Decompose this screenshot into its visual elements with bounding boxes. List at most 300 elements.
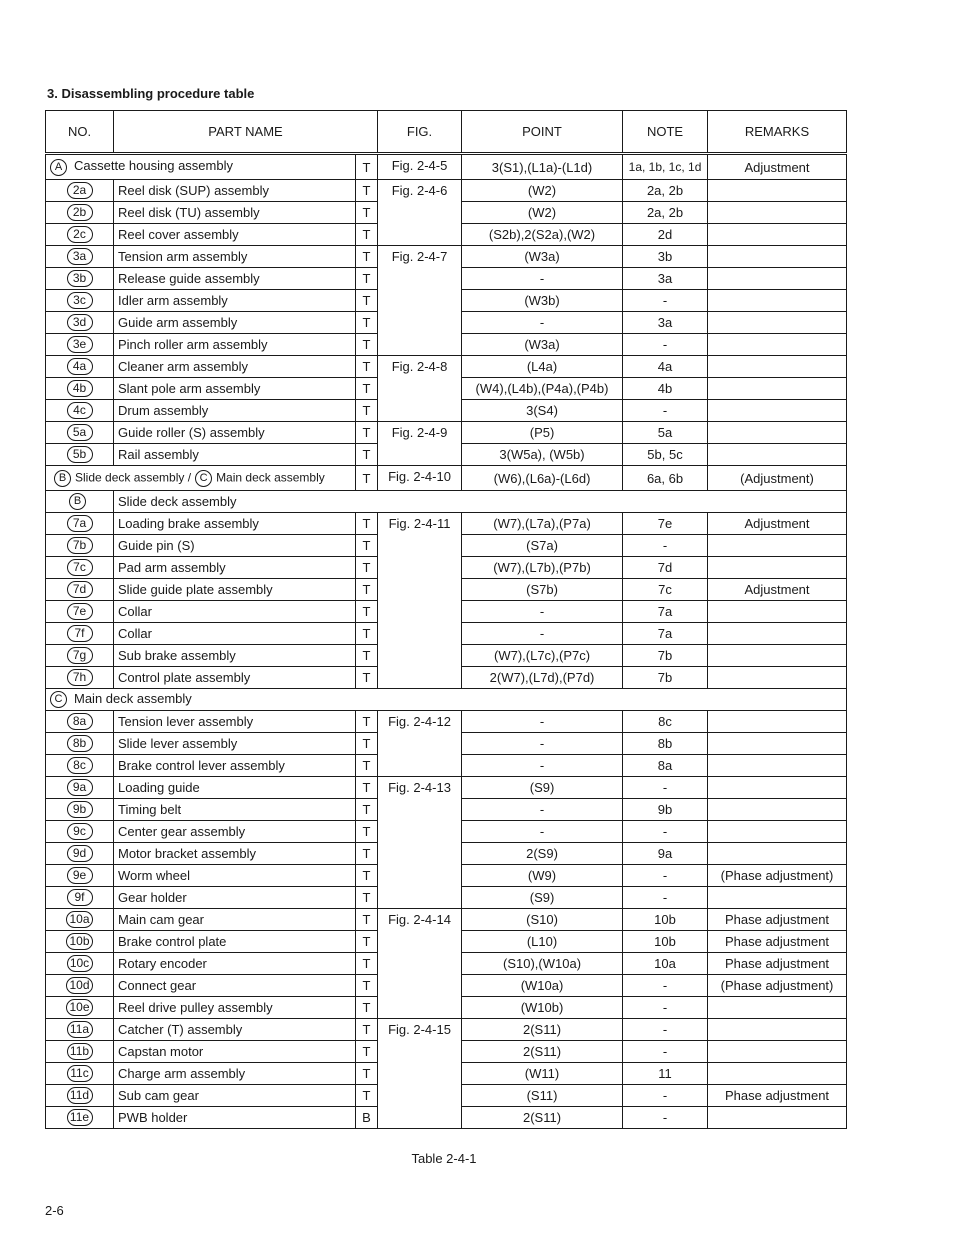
section-title (46, 689, 847, 711)
fastener-type: T (356, 645, 378, 667)
remarks (708, 843, 847, 865)
point: 3(S1),(L1a)-(L1d) (462, 154, 623, 180)
part-number-badge: 3a (67, 248, 93, 265)
fastener-type: T (356, 821, 378, 843)
figure-ref: Fig. 2-4-8 (378, 356, 462, 422)
part-name: Cleaner arm assembly (114, 356, 356, 378)
part-number-badge: 11e (67, 1109, 93, 1126)
part-number-badge: 7e (67, 603, 93, 620)
point: (W7),(L7a),(P7a) (462, 513, 623, 535)
fastener-type: T (356, 400, 378, 422)
section-letter-badge: C (195, 470, 212, 487)
point: - (462, 799, 623, 821)
point: (L4a) (462, 356, 623, 378)
part-number-badge: 7d (67, 581, 93, 598)
part-name: Rail assembly (114, 444, 356, 466)
row-number (46, 400, 114, 422)
remarks: Phase adjustment (708, 953, 847, 975)
point: (W2) (462, 180, 623, 202)
table-row (46, 1019, 847, 1041)
remarks (708, 645, 847, 667)
fastener-type: T (356, 180, 378, 202)
part-number-badge: 3d (67, 314, 93, 331)
remarks (708, 1107, 847, 1129)
part-number-badge: 4a (67, 358, 93, 375)
part-number-badge: 2b (67, 204, 93, 221)
remarks (708, 224, 847, 246)
remarks (708, 246, 847, 268)
row-number (46, 422, 114, 444)
part-name: Main cam gear (114, 909, 356, 931)
col-header-note: NOTE (623, 111, 708, 154)
section-letter-badge: B (54, 470, 71, 487)
point: - (462, 312, 623, 334)
point: 3(W5a), (W5b) (462, 444, 623, 466)
part-number-badge: 9a (67, 779, 93, 796)
row-number (46, 1019, 114, 1041)
part-name: Capstan motor (114, 1041, 356, 1063)
row-number (46, 535, 114, 557)
note: - (623, 777, 708, 799)
row-number (46, 909, 114, 931)
fastener-type: T (356, 843, 378, 865)
section-letter-badge: A (50, 159, 67, 176)
remarks (708, 755, 847, 777)
remarks (708, 821, 847, 843)
fastener-type: T (356, 865, 378, 887)
part-number-badge: 9e (67, 867, 93, 884)
table-row (46, 154, 847, 180)
section-name: Cassette housing assembly (74, 158, 233, 174)
fastener-type: T (356, 1063, 378, 1085)
part-name: Slide guide plate assembly (114, 579, 356, 601)
table-row (46, 777, 847, 799)
note: 1a, 1b, 1c, 1d (623, 154, 708, 180)
col-header-no: NO. (46, 111, 114, 154)
part-name: Guide arm assembly (114, 312, 356, 334)
remarks (708, 535, 847, 557)
note: 3a (623, 312, 708, 334)
table-row (46, 711, 847, 733)
part-name: Timing belt (114, 799, 356, 821)
section-title (46, 154, 356, 180)
point: - (462, 711, 623, 733)
part-name: Tension lever assembly (114, 711, 356, 733)
table-caption: Table 2-4-1 (411, 1151, 477, 1166)
table-header-row (46, 111, 847, 154)
table-row (46, 513, 847, 535)
row-number (46, 579, 114, 601)
part-name: Collar (114, 601, 356, 623)
note: - (623, 975, 708, 997)
row-number (46, 601, 114, 623)
fastener-type: T (356, 1085, 378, 1107)
point: (S11) (462, 1085, 623, 1107)
part-name: Motor bracket assembly (114, 843, 356, 865)
disassembly-table (45, 110, 847, 1129)
part-number-badge: 5a (67, 424, 93, 441)
part-number-badge: 8b (67, 735, 93, 752)
fastener-type: T (356, 755, 378, 777)
fastener-type: T (356, 1019, 378, 1041)
col-header-part-name: PART NAME (114, 111, 378, 154)
part-name: Pad arm assembly (114, 557, 356, 579)
note: 4a (623, 356, 708, 378)
figure-ref: Fig. 2-4-15 (378, 1019, 462, 1129)
row-number (46, 755, 114, 777)
part-name: Loading guide (114, 777, 356, 799)
part-name: Slide lever assembly (114, 733, 356, 755)
part-number-badge: 9f (67, 889, 93, 906)
row-number (46, 224, 114, 246)
part-name: Guide roller (S) assembly (114, 422, 356, 444)
note: 3a (623, 268, 708, 290)
point: (L10) (462, 931, 623, 953)
remarks (708, 378, 847, 400)
figure-ref: Fig. 2-4-12 (378, 711, 462, 777)
remarks: (Phase adjustment) (708, 975, 847, 997)
row-number (46, 887, 114, 909)
point: (W4),(L4b),(P4a),(P4b) (462, 378, 623, 400)
part-name: Drum assembly (114, 400, 356, 422)
note: - (623, 290, 708, 312)
note: 10b (623, 931, 708, 953)
note: - (623, 1019, 708, 1041)
figure-ref: Fig. 2-4-9 (378, 422, 462, 466)
fastener-type: T (356, 290, 378, 312)
remarks (708, 444, 847, 466)
point: 2(S11) (462, 1019, 623, 1041)
part-name: Worm wheel (114, 865, 356, 887)
point: (S7a) (462, 535, 623, 557)
part-name: Reel disk (TU) assembly (114, 202, 356, 224)
remarks (708, 711, 847, 733)
table-row (46, 422, 847, 444)
point: (W6),(L6a)-(L6d) (462, 466, 623, 491)
fastener-type: T (356, 444, 378, 466)
row-number (46, 777, 114, 799)
row-number (46, 557, 114, 579)
fastener-type: T (356, 334, 378, 356)
note: 6a, 6b (623, 466, 708, 491)
row-number (46, 931, 114, 953)
part-name: Control plate assembly (114, 667, 356, 689)
remarks (708, 356, 847, 378)
remarks (708, 799, 847, 821)
point: (W11) (462, 1063, 623, 1085)
remarks (708, 887, 847, 909)
remarks (708, 557, 847, 579)
fastener-type: T (356, 535, 378, 557)
figure-ref: Fig. 2-4-10 (378, 466, 462, 491)
part-number-badge: 7f (67, 625, 93, 642)
note: - (623, 997, 708, 1019)
row-number (46, 975, 114, 997)
point: (W3a) (462, 334, 623, 356)
figure-ref: Fig. 2-4-6 (378, 180, 462, 246)
note: - (623, 887, 708, 909)
part-name: PWB holder (114, 1107, 356, 1129)
remarks (708, 180, 847, 202)
part-number-badge: 9d (67, 845, 93, 862)
remarks: Phase adjustment (708, 1085, 847, 1107)
note: 7d (623, 557, 708, 579)
remarks (708, 422, 847, 444)
row-number (46, 513, 114, 535)
part-name: Center gear assembly (114, 821, 356, 843)
remarks (708, 623, 847, 645)
point: 2(S11) (462, 1107, 623, 1129)
part-name: Catcher (T) assembly (114, 1019, 356, 1041)
part-name: Collar (114, 623, 356, 645)
row-number (46, 843, 114, 865)
row-number (46, 202, 114, 224)
point: (S7b) (462, 579, 623, 601)
remarks (708, 997, 847, 1019)
note: 2d (623, 224, 708, 246)
part-number-badge: 10b (66, 933, 92, 950)
part-number-badge: 3e (67, 336, 93, 353)
row-number (46, 356, 114, 378)
remarks (708, 312, 847, 334)
note: 8a (623, 755, 708, 777)
remarks (708, 1041, 847, 1063)
point: - (462, 755, 623, 777)
part-name: Guide pin (S) (114, 535, 356, 557)
row-number (46, 268, 114, 290)
note: 7a (623, 601, 708, 623)
part-number-badge: 11a (67, 1021, 93, 1038)
row-number (46, 334, 114, 356)
note: 8c (623, 711, 708, 733)
fastener-type: T (356, 601, 378, 623)
note: - (623, 535, 708, 557)
fastener-type: T (356, 356, 378, 378)
row-number (46, 1107, 114, 1129)
point: - (462, 821, 623, 843)
row-number (46, 290, 114, 312)
part-number-badge: 7b (67, 537, 93, 554)
note: - (623, 865, 708, 887)
note: 7b (623, 667, 708, 689)
fastener-type: T (356, 931, 378, 953)
point: (S10),(W10a) (462, 953, 623, 975)
point: (W10b) (462, 997, 623, 1019)
part-name: Gear holder (114, 887, 356, 909)
section-heading: 3. Disassembling procedure table (47, 86, 255, 101)
remarks: Phase adjustment (708, 931, 847, 953)
remarks (708, 290, 847, 312)
section-name: Main deck assembly (216, 470, 325, 485)
part-number-badge: 11b (67, 1043, 93, 1060)
note: 2a, 2b (623, 202, 708, 224)
part-number-badge: 7c (67, 559, 93, 576)
part-number-badge: 8a (67, 713, 93, 730)
table-row (46, 356, 847, 378)
section-title (46, 466, 356, 491)
part-name: Reel drive pulley assembly (114, 997, 356, 1019)
table-body (46, 154, 847, 1129)
remarks (708, 1019, 847, 1041)
fastener-type: T (356, 466, 378, 491)
remarks (708, 777, 847, 799)
fastener-type: T (356, 422, 378, 444)
fastener-type: B (356, 1107, 378, 1129)
note: 9b (623, 799, 708, 821)
note: 11 (623, 1063, 708, 1085)
point: 3(S4) (462, 400, 623, 422)
part-number-badge: 3c (67, 292, 93, 309)
fastener-type: T (356, 887, 378, 909)
note: 10a (623, 953, 708, 975)
row-number (46, 491, 114, 513)
part-number-badge: 9b (67, 801, 93, 818)
page-number: 2-6 (45, 1203, 64, 1218)
point: 2(W7),(L7d),(P7d) (462, 667, 623, 689)
figure-ref: Fig. 2-4-7 (378, 246, 462, 356)
fastener-type: T (356, 224, 378, 246)
part-number-badge: 9c (67, 823, 93, 840)
note: 7e (623, 513, 708, 535)
point: - (462, 623, 623, 645)
table-row (46, 909, 847, 931)
col-header-remarks: REMARKS (708, 111, 847, 154)
remarks (708, 733, 847, 755)
remarks (708, 1063, 847, 1085)
part-number-badge: 10d (66, 977, 92, 994)
part-number-badge: 4b (67, 380, 93, 397)
point: (S9) (462, 887, 623, 909)
table-row (46, 246, 847, 268)
part-name: Reel cover assembly (114, 224, 356, 246)
part-name: Connect gear (114, 975, 356, 997)
remarks (708, 334, 847, 356)
fastener-type: T (356, 1041, 378, 1063)
point: 2(S11) (462, 1041, 623, 1063)
point: (P5) (462, 422, 623, 444)
table-row (46, 180, 847, 202)
part-name: Sub brake assembly (114, 645, 356, 667)
point: (W3a) (462, 246, 623, 268)
note: 7c (623, 579, 708, 601)
part-number-badge: 2a (67, 182, 93, 199)
col-header-point: POINT (462, 111, 623, 154)
point: (W9) (462, 865, 623, 887)
part-name: Brake control lever assembly (114, 755, 356, 777)
note: - (623, 334, 708, 356)
fastener-type: T (356, 997, 378, 1019)
remarks: (Phase adjustment) (708, 865, 847, 887)
row-number (46, 246, 114, 268)
note: 2a, 2b (623, 180, 708, 202)
part-number-badge: 7h (67, 669, 93, 686)
remarks: Adjustment (708, 513, 847, 535)
point: (S2b),2(S2a),(W2) (462, 224, 623, 246)
part-name: Brake control plate (114, 931, 356, 953)
fastener-type: T (356, 909, 378, 931)
point: - (462, 601, 623, 623)
section-name: Slide deck assembly / (75, 470, 192, 485)
note: 5b, 5c (623, 444, 708, 466)
table-row (46, 689, 847, 711)
table-row (46, 466, 847, 491)
col-header-fig: FIG. (378, 111, 462, 154)
fastener-type: T (356, 268, 378, 290)
fastener-type: T (356, 667, 378, 689)
point: (W7),(L7b),(P7b) (462, 557, 623, 579)
row-number (46, 711, 114, 733)
fastener-type: T (356, 799, 378, 821)
part-name: Sub cam gear (114, 1085, 356, 1107)
part-number-badge: 7a (67, 515, 93, 532)
remarks (708, 667, 847, 689)
row-number (46, 645, 114, 667)
part-name: Rotary encoder (114, 953, 356, 975)
part-name: Slide deck assembly (114, 491, 847, 513)
part-number-badge: 10c (67, 955, 93, 972)
remarks: Phase adjustment (708, 909, 847, 931)
point: (W10a) (462, 975, 623, 997)
point: - (462, 733, 623, 755)
note: - (623, 1107, 708, 1129)
section-letter-badge: C (50, 691, 67, 708)
part-name: Idler arm assembly (114, 290, 356, 312)
part-number-badge: 2c (67, 226, 93, 243)
remarks (708, 202, 847, 224)
row-number (46, 733, 114, 755)
row-number (46, 997, 114, 1019)
row-number (46, 378, 114, 400)
row-number (46, 1063, 114, 1085)
remarks: (Adjustment) (708, 466, 847, 491)
figure-ref: Fig. 2-4-14 (378, 909, 462, 1019)
row-number (46, 312, 114, 334)
section-name: Main deck assembly (74, 690, 192, 706)
point: (W7),(L7c),(P7c) (462, 645, 623, 667)
row-number (46, 865, 114, 887)
fastener-type: T (356, 312, 378, 334)
note: 7a (623, 623, 708, 645)
part-number-badge: 4c (67, 402, 93, 419)
fastener-type: T (356, 975, 378, 997)
part-number-badge: 11d (67, 1087, 93, 1104)
part-number-badge: 11c (67, 1065, 93, 1082)
note: 3b (623, 246, 708, 268)
remarks (708, 268, 847, 290)
table-row (46, 491, 847, 513)
part-number-badge: 5b (67, 446, 93, 463)
point: (W3b) (462, 290, 623, 312)
part-name: Release guide assembly (114, 268, 356, 290)
part-name: Tension arm assembly (114, 246, 356, 268)
row-number (46, 821, 114, 843)
figure-ref: Fig. 2-4-11 (378, 513, 462, 689)
fastener-type: T (356, 733, 378, 755)
fastener-type: T (356, 154, 378, 180)
remarks (708, 601, 847, 623)
point: (W2) (462, 202, 623, 224)
point: (S9) (462, 777, 623, 799)
row-number (46, 444, 114, 466)
part-name: Pinch roller arm assembly (114, 334, 356, 356)
figure-ref: Fig. 2-4-13 (378, 777, 462, 909)
part-name: Charge arm assembly (114, 1063, 356, 1085)
row-number (46, 667, 114, 689)
row-number (46, 799, 114, 821)
part-name: Reel disk (SUP) assembly (114, 180, 356, 202)
note: 7b (623, 645, 708, 667)
fastener-type: T (356, 777, 378, 799)
